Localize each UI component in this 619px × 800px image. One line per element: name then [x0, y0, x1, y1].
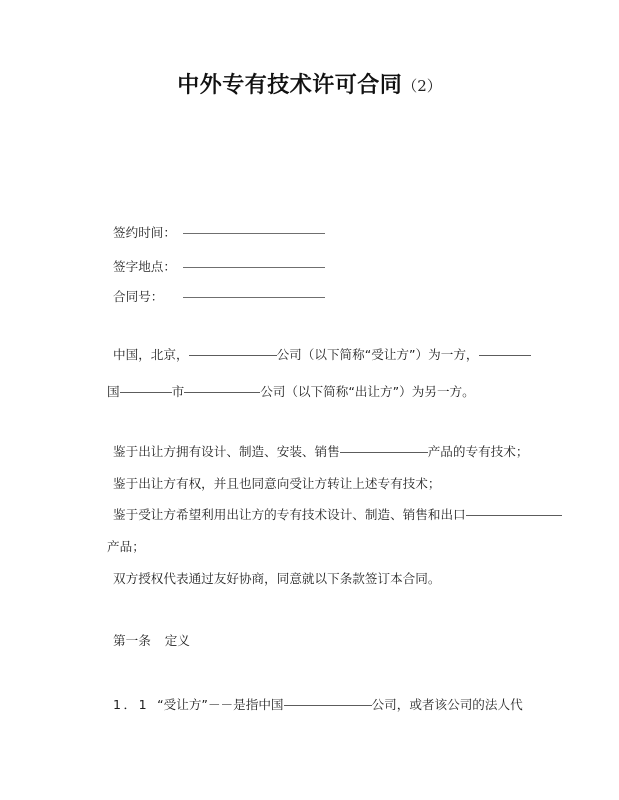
field-blank-signing-place[interactable] — [183, 267, 325, 268]
blank-recital-product-1[interactable] — [340, 452, 428, 453]
page-title-suffix: （2） — [402, 77, 442, 95]
parties-text-c: 公司（以下简称“出让方”）为另一方。 — [260, 384, 475, 399]
recital-item-1 — [107, 443, 533, 461]
field-row-contract-number — [113, 287, 533, 307]
clause-1-1-text-a: “受让方”－－是指中国 — [157, 697, 284, 712]
agreement-statement-text: 双方授权代表通过友好协商，同意就以下条款签订本合同。 — [113, 571, 441, 586]
clause-item-1-1 — [113, 696, 533, 714]
field-label-signing-place: 签字地点： — [113, 259, 176, 274]
recital-1-text-b: 产品的专有技术； — [427, 444, 529, 459]
blank-transferee-company[interactable] — [189, 355, 277, 356]
parties-text-country-label: 国 — [107, 384, 120, 399]
recital-item-2 — [107, 475, 533, 493]
field-label-contract-number: 合同号： — [113, 289, 164, 304]
page-title — [0, 70, 619, 101]
recital-2-text: 鉴于出让方有权，并且也同意向受让方转让上述专有技术； — [113, 476, 441, 491]
parties-paragraph-line-1 — [107, 346, 533, 364]
clause-1-1-text-b: 公司，或者该公司的法人代 — [371, 697, 523, 712]
agreement-statement — [107, 570, 533, 588]
parties-text-b: 公司（以下简称“受让方”）为一方， — [276, 347, 479, 362]
blank-transferor-country[interactable] — [479, 355, 531, 356]
blank-recital-product-3[interactable] — [466, 515, 562, 516]
parties-text-a: 中国，北京， — [113, 347, 189, 362]
field-row-signing-date — [113, 223, 533, 243]
blank-transferor-city[interactable] — [120, 392, 172, 393]
parties-text-city-label: 市 — [171, 384, 185, 399]
blank-transferor-company[interactable] — [184, 392, 260, 393]
clause-number-1-1: 1．1 — [113, 697, 150, 712]
section-title: 定义 — [164, 633, 190, 648]
field-label-signing-date: 签约时间： — [113, 225, 176, 240]
blank-clause-1-1-company[interactable] — [284, 705, 372, 706]
recital-3-continuation-text: 产品； — [107, 539, 145, 554]
recital-3-text: 鉴于受让方希望利用出让方的专有技术设计、制造、销售和出口 — [113, 507, 466, 522]
parties-paragraph-line-2 — [107, 383, 527, 401]
field-blank-signing-date[interactable] — [183, 233, 325, 234]
section-heading-article-1 — [113, 632, 190, 650]
recital-1-text-a: 鉴于出让方拥有设计、制造、安装、销售 — [113, 444, 340, 459]
section-number: 第一条 — [113, 633, 151, 648]
recital-item-3 — [107, 506, 533, 524]
recital-item-3-continuation — [107, 538, 527, 556]
page-title-main: 中外专有技术许可合同 — [177, 72, 403, 98]
field-row-signing-place — [113, 257, 533, 277]
field-blank-contract-number[interactable] — [183, 297, 325, 298]
